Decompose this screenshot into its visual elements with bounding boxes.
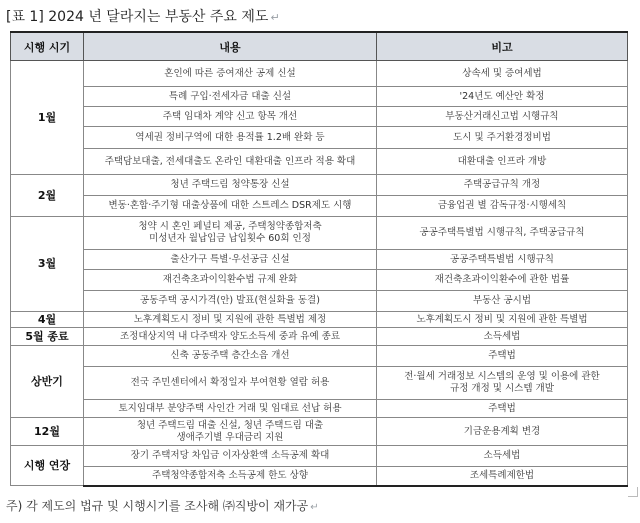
content-cell: 노후계획도시 정비 및 지원에 관한 특별법 제정 [84,312,377,328]
remark-cell: 부동산거래신고법 시행규칙 [377,107,628,127]
header-content: 내용 [84,32,377,61]
footnote [6,497,319,514]
table-row [11,446,628,467]
remark-cell: 소득세법 [377,446,628,467]
period-cell: 시행 연장 [11,446,84,486]
content-cell: 장기 주택저당 차입금 이자상환액 소득공제 확대 [84,446,377,467]
content-cell: 조정대상지역 내 다주택자 양도소득세 중과 유예 종료 [84,328,377,346]
content-cell: 전국 주민센터에서 확정일자 부여현황 열람 허용 [84,367,377,400]
remark-cell: 도시 및 주거환경정비법 [377,127,628,149]
remark-cell: 상속세 및 증여세법 [377,61,628,87]
remark-cell: 소득세법 [377,328,628,346]
remark-cell: 주택법 [377,400,628,418]
table-title [6,6,280,26]
content-cell: 주택청약종합저축 소득공제 한도 상향 [84,467,377,486]
content-cell: 신축 공동주택 층간소음 개선 [84,346,377,367]
table-row [11,270,628,291]
content-cell: 청약 시 혼인 페널티 제공, 주택청약종합저축 미성년자 월납입금 납입횟수 60회 인정 [84,217,377,250]
content-cell: 토지임대부 분양주택 사인간 거래 및 임대료 선납 허용 [84,400,377,418]
content-cell: 청년 주택드림 대출 신설, 청년 주택드림 대출 생애주기별 우대금리 지원 [84,418,377,446]
corner-mark-icon [628,487,638,497]
remark-cell: '24년도 예산안 확정 [377,87,628,107]
remark-cell: 노후계획도시 정비 및 지원에 관한 특별법 [377,312,628,328]
footnote-text: 주) 각 제도의 법규 및 시행시기를 조사해 ㈜직방이 재가공 [6,499,309,513]
table-body [11,61,628,486]
table-row [11,467,628,486]
paragraph-mark-icon: ↵ [270,11,280,24]
period-cell: 12월 [11,418,84,446]
table-row [11,217,628,250]
period-cell: 3월 [11,217,84,312]
header-period: 시행 시기 [11,32,84,61]
content-cell: 혼인에 따른 증여재산 공제 신설 [84,61,377,87]
table-row [11,175,628,196]
content-cell: 공동주택 공시가격(안) 발표(현실화율 동결) [84,291,377,312]
content-cell: 청년 주택드림 청약통장 신설 [84,175,377,196]
remark-cell: 기금운용계획 변경 [377,418,628,446]
remark-cell: 대환대출 인프라 개방 [377,149,628,175]
table-row [11,367,628,400]
table-row [11,107,628,127]
policy-table [10,31,628,487]
content-cell: 특례 구입·전세자금 대출 신설 [84,87,377,107]
table-title-text: [표 1] 2024 년 달라지는 부동산 주요 제도 [6,9,269,25]
remark-cell: 부동산 공시법 [377,291,628,312]
table-row [11,418,628,446]
remark-cell: 금융업권 별 감독규정·시행세칙 [377,196,628,217]
period-cell: 5월 종료 [11,328,84,346]
remark-cell: 주택공급규칙 개정 [377,175,628,196]
remark-cell: 전·월세 거래정보 시스템의 운영 및 이용에 관한 규정 개정 및 시스템 개발 [377,367,628,400]
paragraph-mark-icon: ↵ [310,502,319,513]
table-row [11,196,628,217]
remark-cell: 주택법 [377,346,628,367]
table-header-row [11,32,628,61]
table-row [11,149,628,175]
remark-cell: 재건축초과이익환수에 관한 법률 [377,270,628,291]
table-row [11,400,628,418]
table-row [11,250,628,270]
period-cell: 4월 [11,312,84,328]
content-cell: 변동·혼합·주기형 대출상품에 대한 스트레스 DSR제도 시행 [84,196,377,217]
table-row [11,87,628,107]
period-cell: 2월 [11,175,84,217]
table-row [11,127,628,149]
header-remark: 비고 [377,32,628,61]
table-row [11,291,628,312]
content-cell: 주택 임대차 계약 신고 항목 개선 [84,107,377,127]
table-row [11,328,628,346]
period-cell: 1월 [11,61,84,175]
remark-cell: 공공주택특별법 시행규칙, 주택공급규칙 [377,217,628,250]
content-cell: 주택담보대출, 전세대출도 온라인 대환대출 인프라 적용 확대 [84,149,377,175]
remark-cell: 공공주택특별법 시행규칙 [377,250,628,270]
table-row [11,312,628,328]
period-cell: 상반기 [11,346,84,418]
remark-cell: 조세특례제한법 [377,467,628,486]
content-cell: 출산가구 특별·우선공급 신설 [84,250,377,270]
table-row [11,61,628,87]
table-row [11,346,628,367]
content-cell: 역세권 정비구역에 대한 용적률 1.2배 완화 등 [84,127,377,149]
content-cell: 재건축초과이익환수법 규제 완화 [84,270,377,291]
